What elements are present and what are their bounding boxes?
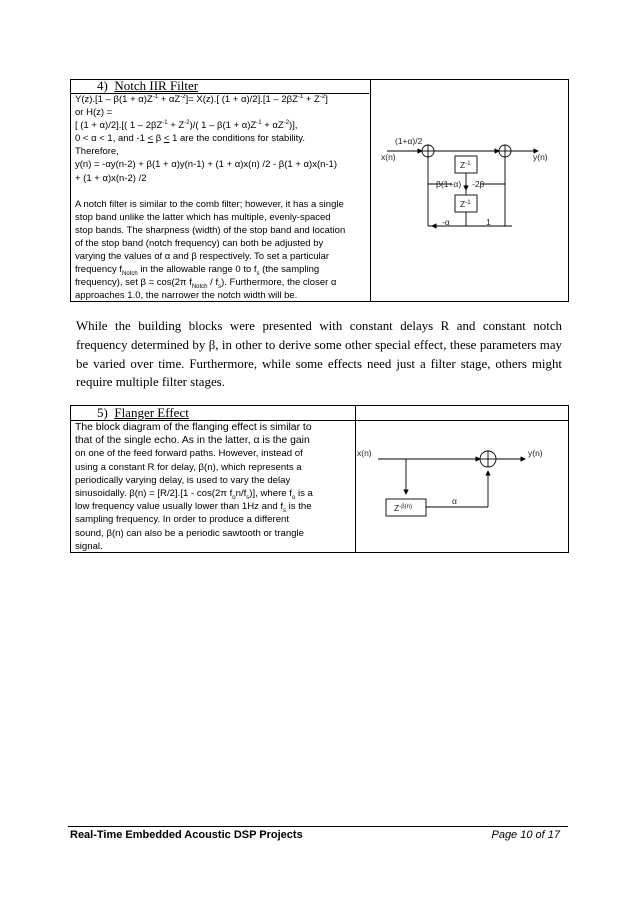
text-line: signal. (75, 540, 103, 552)
equation-line: $Y(z).[1 - \beta(1 + \alpha)Z^{-1} + \alpha Z^{-2}]= X(z)$.[ $(1 + \alpha)/2].[1 - 2\beta Z^{-1} + Z^{-2}]$ (75, 93, 328, 105)
equation-line: [ (1 + α)/2].[( $1 - 2\beta Z^{-1} + Z^{-2})/$( $1 - \beta(1 + \alpha)Z^{-1} + \alpha Z^{-2}$)], (75, 120, 298, 132)
section-number: 4) (97, 78, 108, 93)
text-line: frequency), set β = cos(2π $f_{Notch} / f_s$). Furthermore, the closer α (75, 277, 337, 291)
equation-line: y(n) = -αy(n-2) + β(1 + α)y(n-1) + (1 + α)x(n) /2 - β(1 + α)x(n-1) (75, 159, 338, 171)
text-line: Therefore, (75, 146, 119, 158)
input-label: x(n) (357, 448, 372, 458)
text-line: approaches 1.0, the narrower the notch width will be. (75, 290, 298, 302)
text-line: A notch filter is similar to the comb filter; however, it has a single (75, 198, 344, 210)
gain-label: (1+α)/2 (395, 136, 423, 146)
output-label: y(n) (528, 448, 543, 458)
text-line: stop band unlike the latter which has multiple, evenly-spaced (75, 211, 331, 223)
text-line: sampling frequency. In order to produce a different (75, 514, 290, 526)
text-line: 0 < α < 1, and -1 < β < 1 are the conditions for stability. (75, 133, 305, 145)
page-number: Page 10 of 17 (491, 829, 560, 841)
text-line: varying the values of α and β respectively. To set a particular (75, 251, 330, 263)
text-line: sinusoidally. β(n) = [R/2].[1 - cos(2π $f_on/f_s$)], where $f_o$ is a (75, 488, 313, 501)
text-line: or H(z) = (75, 107, 113, 119)
text-line: stop bands. The sharpness (width) of the stop band and location (75, 224, 346, 236)
delay-label: $Z^{-\beta(n)}$ (394, 503, 412, 513)
text-line: that of the single echo. As in the latter, α is the gain (75, 435, 310, 447)
minus-2beta-label: -2β (472, 179, 485, 189)
minus-alpha-label: -α (442, 217, 450, 227)
text-line: of the stop band (notch frequency) can both be adjusted by (75, 237, 324, 249)
section-title: Notch IIR Filter (114, 78, 199, 93)
text-line: low frequency value usually lower than 1Hz and $f_s$ is the (75, 501, 312, 515)
delay-label: $Z^{-1}$ (460, 199, 471, 209)
text-line: sound, β(n) can also be a periodic sawtooth or trangle (75, 527, 304, 539)
output-label: y(n) (533, 152, 548, 162)
text-line: frequency $f_{Notch}$ in the allowable range 0 to $f_s$ (the sampling (75, 264, 320, 278)
unity-gain-label: 1 (486, 217, 491, 227)
input-label: x(n) (381, 152, 396, 162)
beta-gain-label: β(1+α) (436, 179, 462, 189)
text-line: using a constant R for delay, β(n), which represents a (75, 461, 302, 473)
text-line: periodically varying delay, is used to vary the delay (75, 474, 291, 486)
text-line: on one of the feed forward paths. However, instead of (75, 448, 303, 460)
alpha-gain-label: α (452, 496, 457, 506)
delay-label: $Z^{-1}$ (460, 160, 471, 170)
equation-line: + (1 + α)x(n-2) /2 (75, 172, 147, 184)
text-line: The block diagram of the flanging effect is similar to (75, 422, 312, 433)
section-title: Flanger Effect (114, 405, 189, 420)
body-paragraph: While the building blocks were presented with constant delays R and constant notch frequency determined by β, in other to derive some other special effect, these parameters may be varied over time. Furthermore, while some effects need just a filter stage, others might require multiple filter stages. (76, 319, 562, 390)
footer-title: Real-Time Embedded Acoustic DSP Projects (70, 829, 303, 841)
section-number: 5) (97, 405, 108, 420)
footer-rule (68, 826, 568, 827)
